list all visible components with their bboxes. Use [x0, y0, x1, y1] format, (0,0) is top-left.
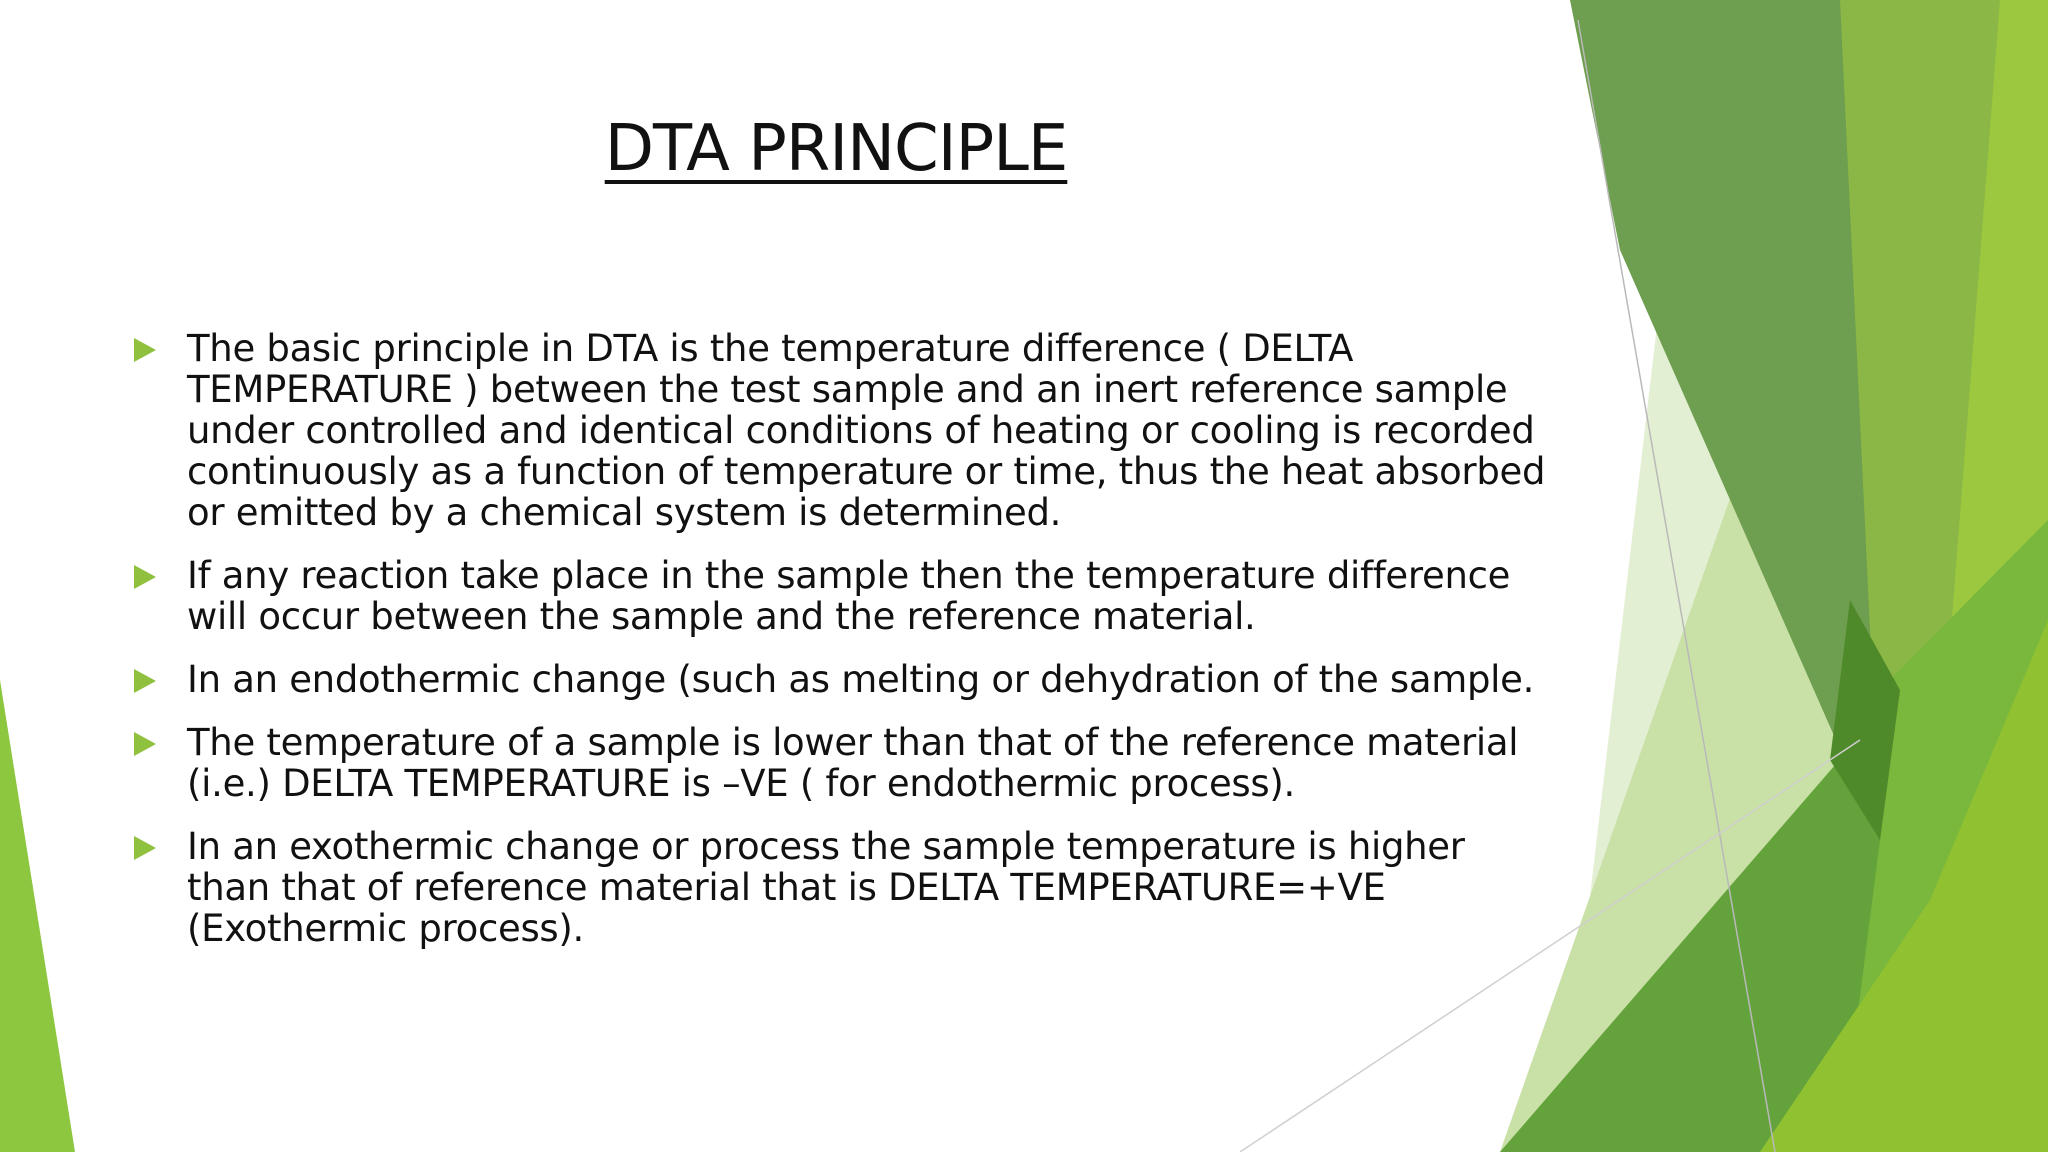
triangle-bullet-icon [134, 669, 156, 693]
bullet-item [134, 722, 1554, 804]
bullet-list [134, 328, 1554, 971]
bullet-item [134, 555, 1554, 637]
bullet-text: In an exothermic change or process the sample temperature is higher than that of reference material that is DELTA TEMPERATURE=+VE (Exothermic process). [187, 825, 1465, 950]
bullet-item [134, 659, 1554, 700]
triangle-bullet-icon [134, 836, 156, 860]
left-green-sliver [0, 680, 75, 1152]
bullet-item [134, 826, 1554, 949]
bullet-text: The temperature of a sample is lower than that of the reference material (i.e.) DELTA TEMPERATURE is –VE ( for endothermic process). [187, 721, 1519, 805]
bullet-item [134, 328, 1554, 533]
bullet-text: The basic principle in DTA is the temperature difference ( DELTA TEMPERATURE ) between the test sample and an inert reference sample under controlled and identical conditions of heating or cooling is recorded continuously as a function of temperature or time, thus the heat absorbed or emitted by a chemical system is determined. [187, 327, 1546, 534]
bullet-text: In an endothermic change (such as melting or dehydration of the sample. [187, 658, 1535, 701]
slide-title: DTA PRINCIPLE [604, 112, 1068, 186]
triangle-bullet-icon [134, 732, 156, 756]
triangle-bullet-icon [134, 338, 156, 362]
triangle-bullet-icon [134, 565, 156, 589]
bullet-text: If any reaction take place in the sample then the temperature difference will occur between the sample and the reference material. [187, 554, 1511, 638]
